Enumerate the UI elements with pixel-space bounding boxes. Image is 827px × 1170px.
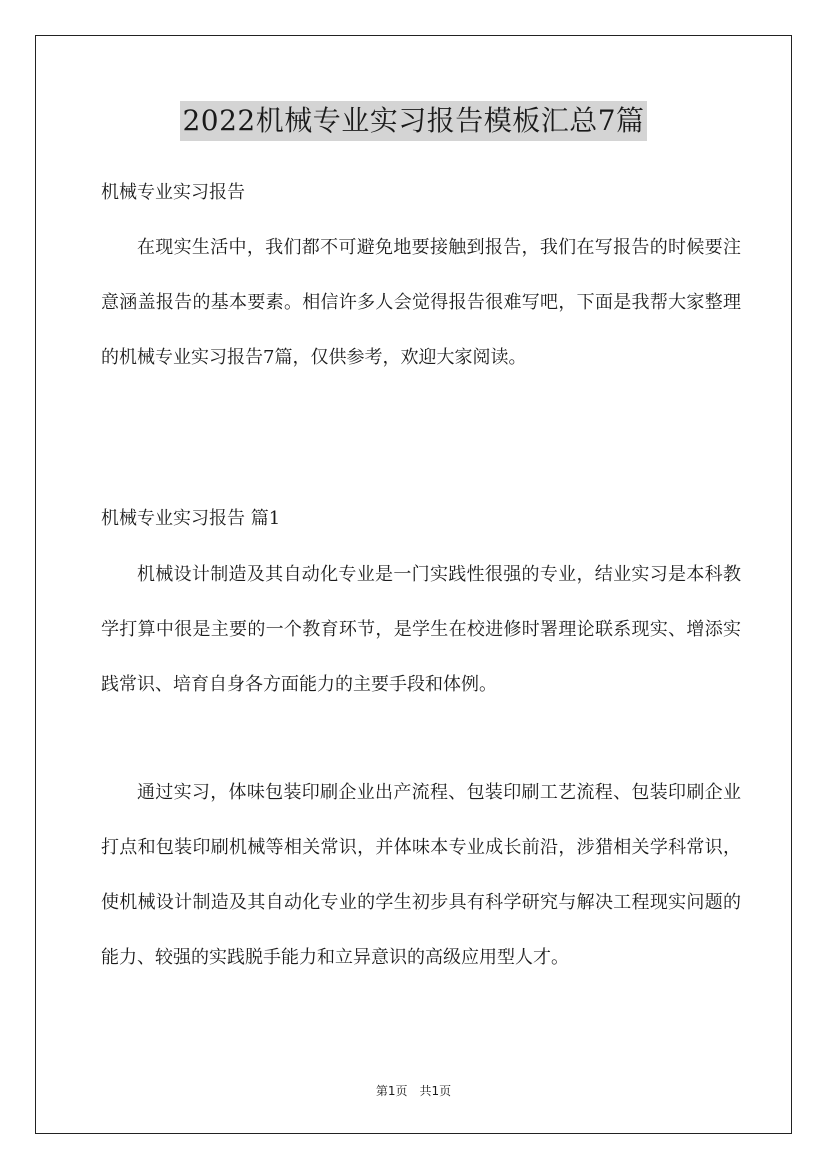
intro-paragraph: 在现实生活中，我们都不可避免地要接触到报告，我们在写报告的时候要注意涵盖报告的基本要素。相信许多人会觉得报告很难写吧，下面是我帮大家整理的机械专业实习报告7篇，仅供参考，欢迎大家阅读。 xyxy=(101,237,741,368)
document-title xyxy=(0,100,827,141)
document-title-text: 2022机械专业实习报告模板汇总7篇 xyxy=(180,101,646,141)
page-number: 第1页 xyxy=(375,1084,408,1098)
section-heading-intro: 机械专业实习报告 xyxy=(101,182,245,203)
page-total: 共1页 xyxy=(419,1084,452,1098)
part-1-paragraph-2: 通过实习，体味包装印刷企业出产流程、包装印刷工艺流程、包装印刷企业打点和包装印刷机械等相关常识，并体味本专业成长前沿，涉猎相关学科常识，使机械设计制造及其自动化专业的学生初步具有科学研究与解决工程现实问题的能力、较强的实践脱手能力和立异意识的高级应用型人才。 xyxy=(101,782,741,968)
section-heading-part-1: 机械专业实习报告 篇1 xyxy=(101,508,281,529)
part-1-paragraph-1: 机械设计制造及其自动化专业是一门实践性很强的专业，结业实习是本科教学打算中很是主要的一个教育环节，是学生在校进修时署理论联系现实、增添实践常识、培育自身各方面能力的主要手段和体例。 xyxy=(101,564,741,695)
page-footer xyxy=(0,1083,827,1099)
